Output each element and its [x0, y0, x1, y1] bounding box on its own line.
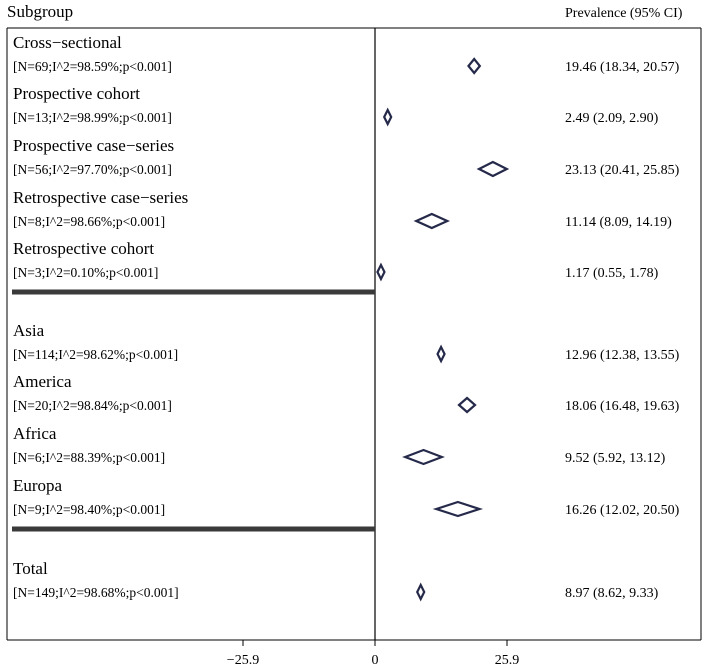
estimate-diamond — [417, 585, 424, 599]
row-label: Africa — [13, 424, 57, 443]
row-stats: [N=56;I^2=97.70%;p<0.001] — [13, 162, 172, 177]
plot-rows — [12, 33, 680, 601]
row-ci-text: 8.97 (8.62, 9.33) — [565, 586, 659, 601]
row-stats: [N=20;I^2=98.84%;p<0.001] — [13, 398, 172, 413]
row-label: America — [13, 372, 72, 391]
forest-row — [13, 476, 680, 518]
forest-row — [13, 321, 680, 363]
row-ci-text: 23.13 (20.41, 25.85) — [565, 163, 680, 178]
row-stats: [N=13;I^2=98.99%;p<0.001] — [13, 110, 172, 125]
row-stats: [N=149;I^2=98.68%;p<0.001] — [13, 585, 179, 600]
row-stats: [N=3;I^2=0.10%;p<0.001] — [13, 265, 159, 280]
forest-row — [13, 33, 680, 75]
estimate-diamond — [479, 162, 507, 176]
x-axis — [227, 640, 519, 668]
row-label: Retrospective cohort — [13, 239, 155, 258]
estimate-diamond — [436, 502, 479, 516]
estimate-diamond — [438, 347, 445, 361]
row-ci-text: 2.49 (2.09, 2.90) — [565, 111, 659, 126]
forest-row — [13, 372, 680, 414]
forest-row — [13, 559, 659, 601]
forest-row — [13, 84, 659, 126]
row-ci-text: 18.06 (16.48, 19.63) — [565, 399, 680, 414]
row-label: Prospective cohort — [13, 84, 140, 103]
row-stats: [N=9;I^2=98.40%;p<0.001] — [13, 502, 166, 517]
subgroup-header: Subgroup — [7, 2, 74, 21]
estimate-diamond — [384, 110, 391, 124]
row-stats: [N=114;I^2=98.62%;p<0.001] — [13, 347, 179, 362]
row-ci-text: 9.52 (5.92, 13.12) — [565, 451, 666, 466]
x-tick-label: 0 — [371, 653, 379, 668]
estimate-diamond — [468, 59, 479, 73]
row-ci-text: 19.46 (18.34, 20.57) — [565, 60, 680, 75]
row-label: Prospective case−series — [13, 136, 175, 155]
row-ci-text: 11.14 (8.09, 14.19) — [565, 215, 672, 230]
estimate-diamond — [377, 265, 384, 279]
row-stats: [N=8;I^2=98.66%;p<0.001] — [13, 214, 166, 229]
estimate-diamond — [416, 214, 447, 228]
estimate-header: Prevalence (95% CI) — [565, 6, 683, 21]
forest-row — [13, 424, 666, 466]
forest-row — [13, 239, 659, 281]
estimate-diamond — [405, 450, 442, 464]
forest-row — [13, 188, 672, 230]
row-ci-text: 1.17 (0.55, 1.78) — [565, 266, 659, 281]
row-label: Total — [13, 559, 48, 578]
row-stats: [N=69;I^2=98.59%;p<0.001] — [13, 59, 172, 74]
row-label: Retrospective case−series — [13, 188, 189, 207]
x-tick-label: 25.9 — [494, 653, 520, 668]
estimate-diamond — [459, 398, 475, 412]
row-stats: [N=6;I^2=88.39%;p<0.001] — [13, 450, 166, 465]
row-label: Cross−sectional — [13, 33, 122, 52]
row-ci-text: 12.96 (12.38, 13.55) — [565, 348, 680, 363]
row-ci-text: 16.26 (12.02, 20.50) — [565, 503, 680, 518]
forest-row — [13, 136, 680, 178]
row-label: Europa — [13, 476, 63, 495]
row-label: Asia — [13, 321, 45, 340]
x-tick-label: −25.9 — [226, 653, 260, 668]
